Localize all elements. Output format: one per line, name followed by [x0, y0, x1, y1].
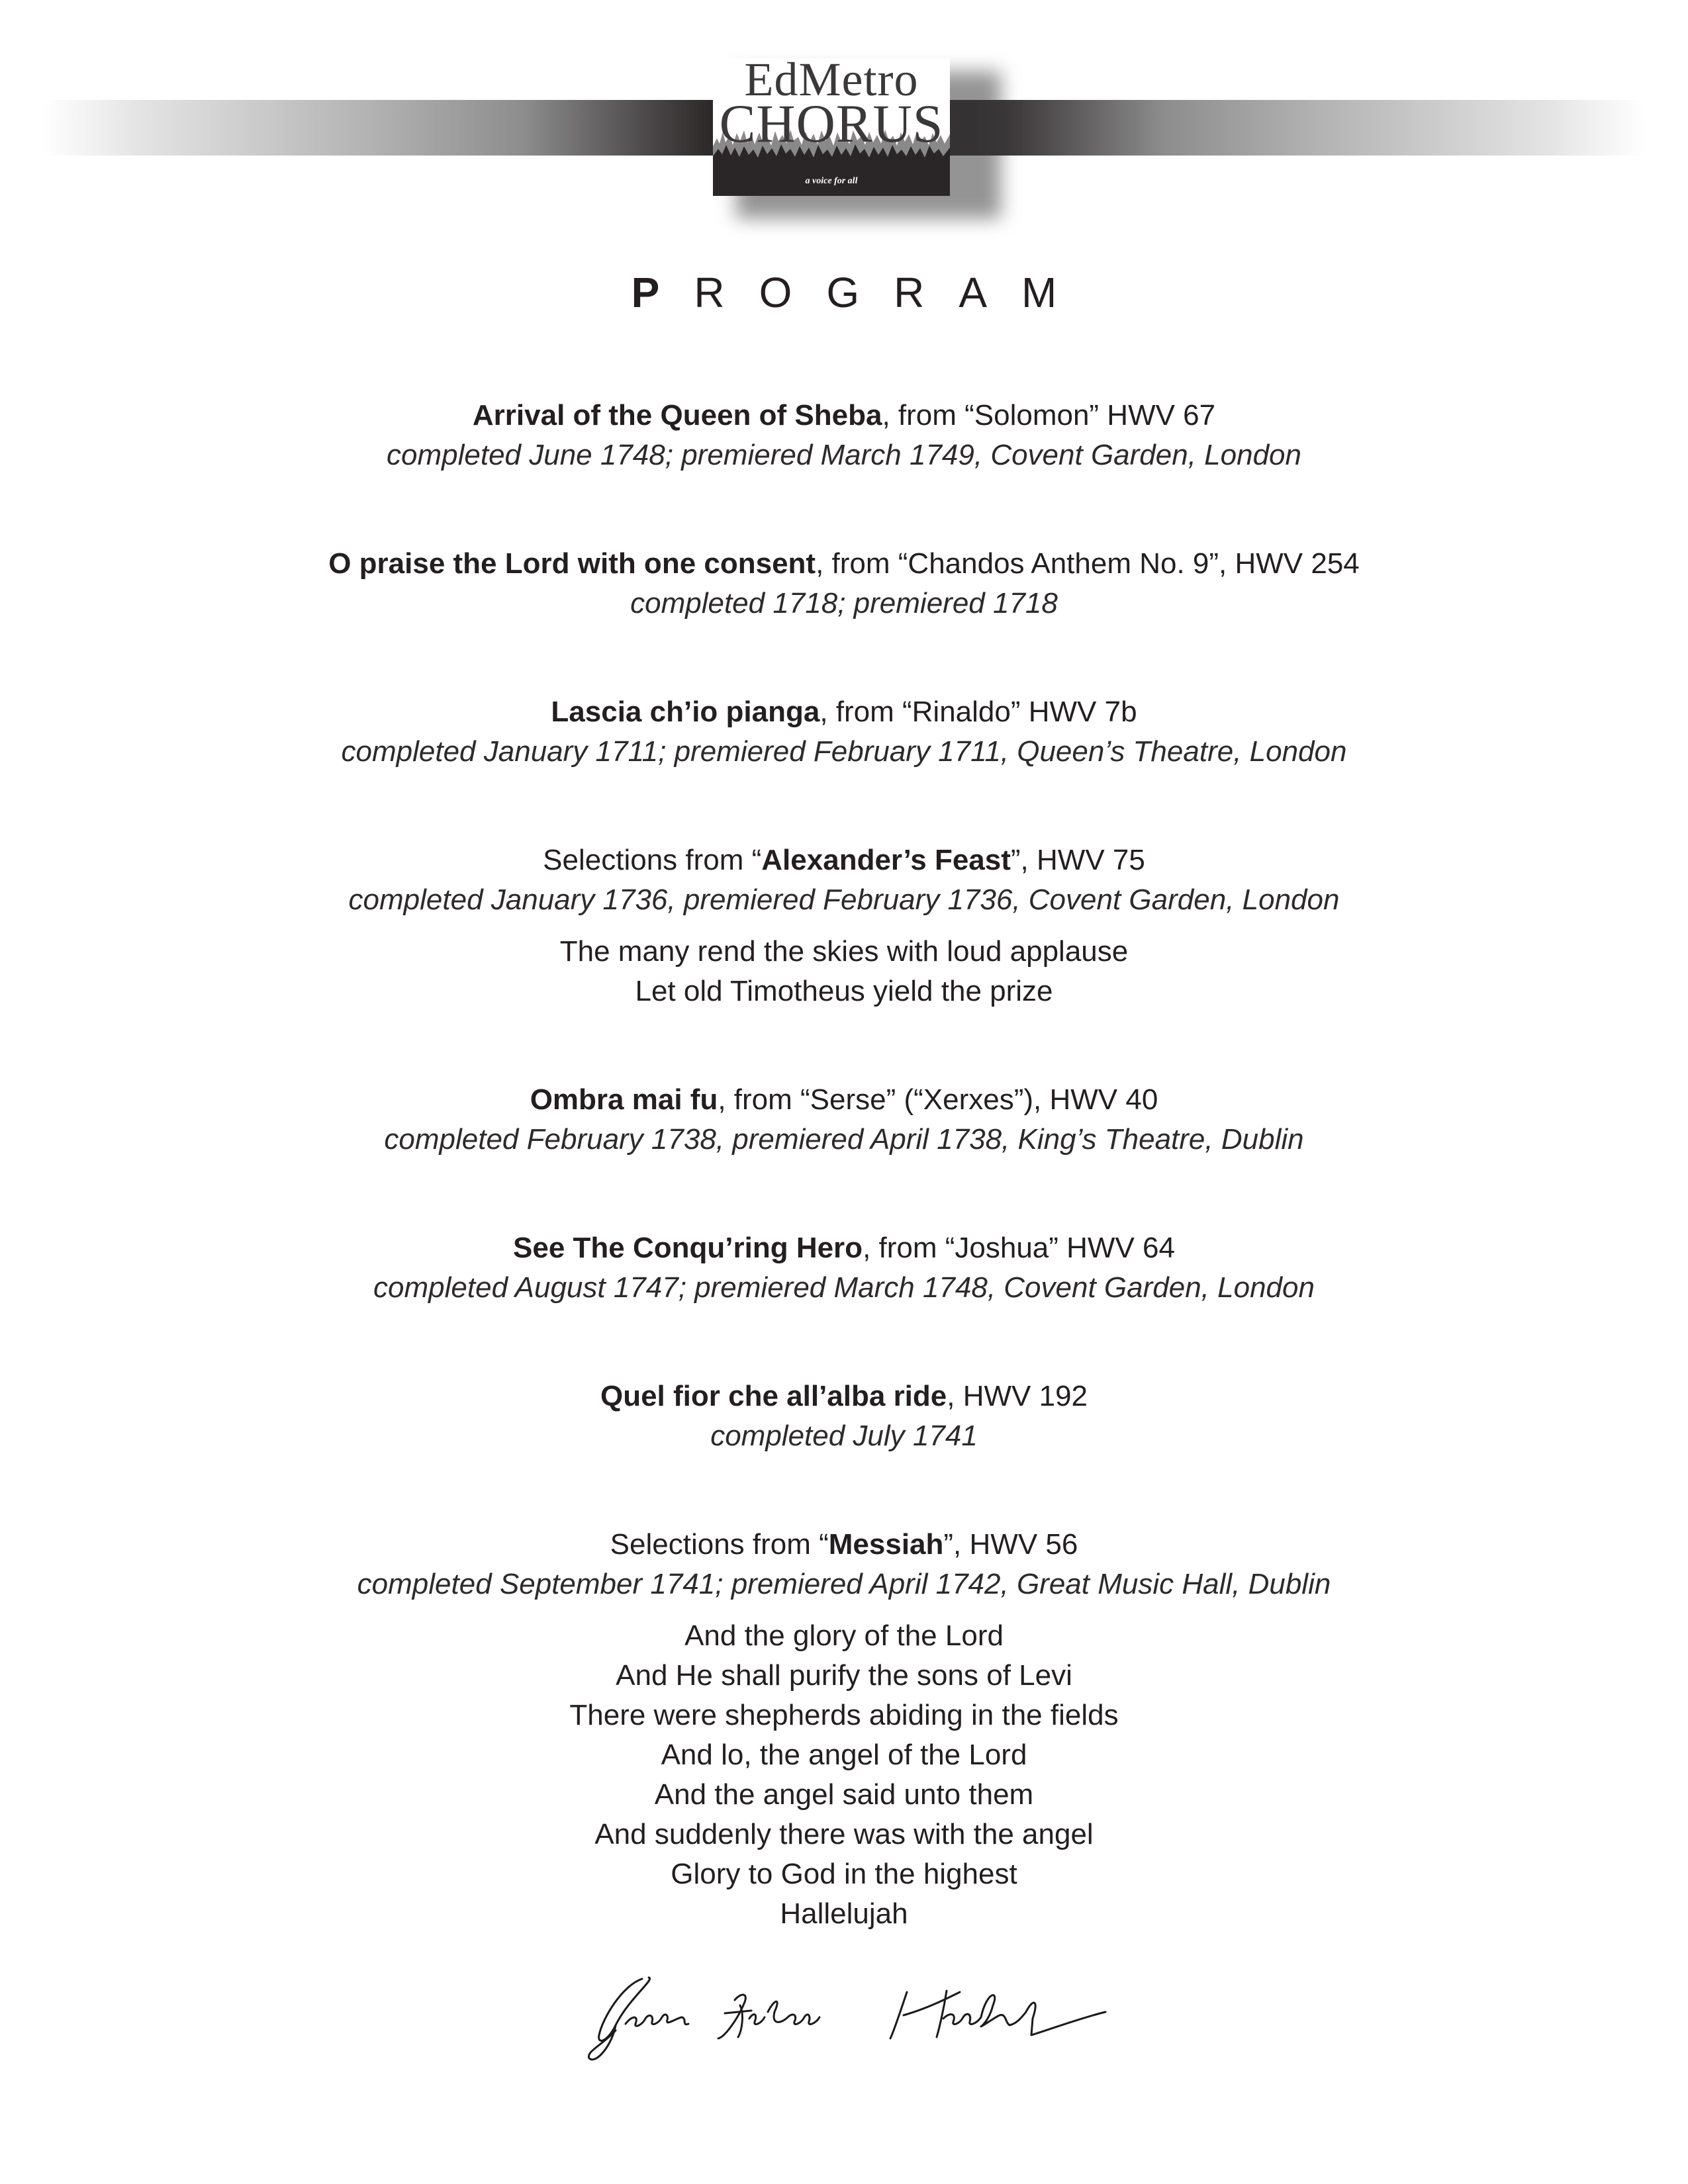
selection-item: The many rend the skies with loud applause	[559, 935, 1129, 968]
program-item	[0, 1080, 1688, 1160]
selection-item: And lo, the angel of the Lord	[661, 1739, 1027, 1771]
work-title: Alexander’s Feast	[761, 844, 1011, 876]
selection-item: Let old Timotheus yield the prize	[635, 975, 1053, 1007]
title-letter: M	[1021, 269, 1057, 316]
program-item-heading: Selections from “Alexander’s Feast”, HWV 75	[543, 844, 1145, 876]
selection-item: And suddenly there was with the angel	[594, 1818, 1094, 1850]
title-letter: A	[959, 269, 988, 316]
handel-signature	[576, 1952, 1145, 2065]
program-list	[0, 396, 1688, 2003]
program-item-details: completed September 1741; premiered April 1742, Great Music Hall, Dublin	[357, 1568, 1331, 1600]
program-item-details: completed January 1711; premiered February 1711, Queen’s Theatre, London	[341, 735, 1347, 768]
program-item-details: completed 1718; premiered 1718	[630, 587, 1058, 619]
page-title	[0, 271, 1688, 314]
program-item-details: completed January 1736, premiered February 1736, Covent Garden, London	[348, 884, 1340, 916]
program-item-heading: Arrival of the Queen of Sheba, from “Solomon” HWV 67	[472, 399, 1216, 432]
program-item	[0, 692, 1688, 772]
program-item-heading: Ombra mai fu, from “Serse” (“Xerxes”), HWV 40	[530, 1083, 1158, 1116]
title-letter: O	[759, 269, 792, 316]
program-item-details: completed July 1741	[710, 1420, 978, 1452]
title-letter: R	[894, 269, 925, 316]
work-title: Ombra mai fu	[530, 1083, 718, 1116]
selection-item: There were shepherds abiding in the fields	[569, 1699, 1119, 1731]
work-title: See The Conqu’ring Hero	[513, 1232, 863, 1264]
selection-list	[0, 932, 1688, 1011]
program-item	[0, 841, 1688, 1011]
program-item-heading: O praise the Lord with one consent, from “Chandos Anthem No. 9”, HWV 254	[328, 547, 1360, 580]
program-item-details: completed February 1738, premiered April 1738, King’s Theatre, Dublin	[384, 1123, 1304, 1156]
work-title: Messiah	[828, 1528, 944, 1561]
program-item	[0, 1525, 1688, 1934]
program-item-details: completed June 1748; premiered March 1749, Covent Garden, London	[387, 439, 1301, 471]
edmetro-chorus-logo	[713, 58, 950, 196]
program-item	[0, 1377, 1688, 1456]
work-title: Arrival of the Queen of Sheba	[472, 399, 882, 432]
work-title: Quel fior che all’alba ride	[600, 1380, 947, 1412]
title-letter: R	[694, 269, 725, 316]
logo-line1: EdMetro	[744, 58, 919, 106]
program-item-heading: Lascia ch’io pianga, from “Rinaldo” HWV 7b	[551, 696, 1137, 728]
program-item	[0, 1228, 1688, 1308]
selection-list	[0, 1616, 1688, 1934]
selection-item: And the glory of the Lord	[684, 1619, 1004, 1652]
program-item-heading: Quel fior che all’alba ride, HWV 192	[600, 1380, 1088, 1412]
program-item	[0, 396, 1688, 475]
logo-line2: CHORUS	[719, 93, 944, 154]
program-item-heading: Selections from “Messiah”, HWV 56	[610, 1528, 1078, 1561]
selection-item: And He shall purify the sons of Levi	[616, 1659, 1072, 1692]
work-title: O praise the Lord with one consent	[328, 547, 816, 580]
selection-item: Glory to God in the highest	[671, 1858, 1017, 1890]
title-letter: P	[631, 269, 660, 316]
title-letter: G	[826, 269, 860, 316]
program-item	[0, 544, 1688, 623]
program-item-details: completed August 1747; premiered March 1748, Covent Garden, London	[373, 1271, 1315, 1304]
selection-item: Hallelujah	[780, 1897, 908, 1930]
selection-item: And the angel said unto them	[654, 1778, 1034, 1811]
logo-tagline: a voice for all	[805, 176, 858, 186]
work-title: Lascia ch’io pianga	[551, 696, 820, 728]
program-item-heading: See The Conqu’ring Hero, from “Joshua” HWV 64	[513, 1232, 1175, 1264]
